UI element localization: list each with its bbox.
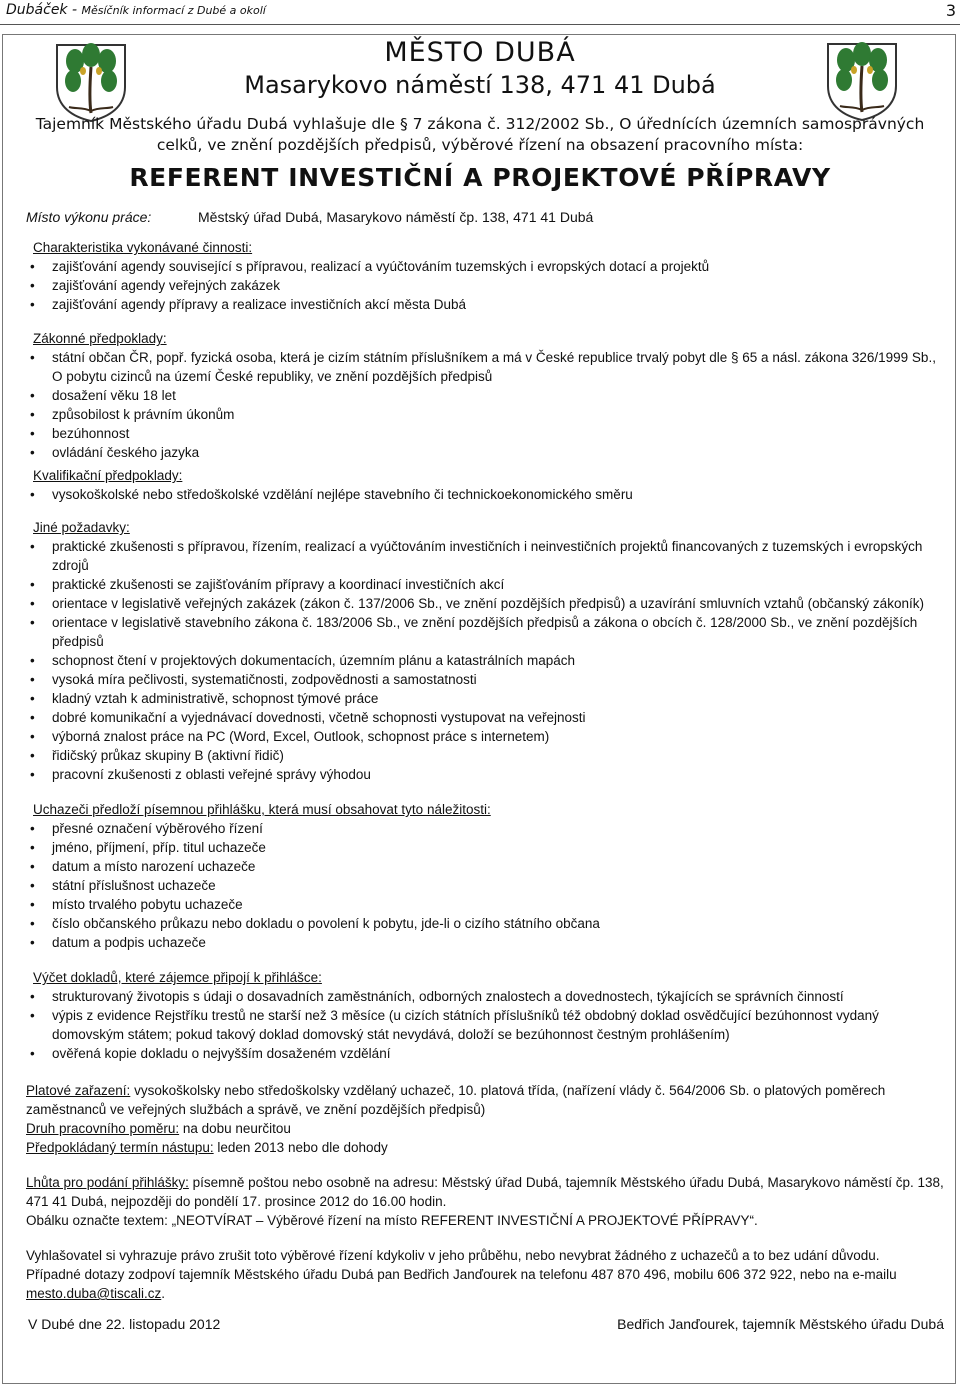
- salary-text: vysokoškolsky nebo středoškolsky vzdělaný uchazeč, 10. platová třída, (nařízení vlády č. 564/2006 Sb. o platových poměrech zaměstnanců ve veřejných službách a správě, ve znění pozdějších předpisů): [26, 1083, 886, 1117]
- list-item: • datum a podpis uchazeče: [52, 933, 944, 952]
- legal-list: [24, 348, 944, 462]
- list-item: • místo trvalého pobytu uchazeče: [52, 895, 944, 914]
- town-name: MĚSTO DUBÁ: [384, 37, 576, 68]
- list-item: • bezúhonnost: [52, 424, 944, 443]
- list-item: • orientace v legislativě stavebního zákona č. 183/2006 Sb., ve znění pozdějších předpisů a zákona o obcích č. 128/2000 Sb., ve znění pozdějších předpisů: [52, 613, 944, 651]
- characteristics-list: [24, 257, 944, 314]
- workplace-label: Místo výkonu práce:: [26, 209, 152, 225]
- employment-type-label: Druh pracovního poměru:: [26, 1121, 180, 1136]
- intro-line: Tajemník Městského úřadu Dubá vyhlašuje dle § 7 zákona č. 312/2002 Sb., O úřednících územních samosprávných: [35, 115, 925, 133]
- list-item: • vysokoškolské nebo středoškolské vzdělání nejlépe stavebního či technickoekonomického směru: [52, 485, 944, 504]
- envelope-instruction: Obálku označte textem: „NEOTVÍRAT – Výběrové řízení na místo REFERENT INVESTIČNÍ A PROJEKTOVÉ PŘÍPRAVY“.: [26, 1213, 758, 1228]
- contact-text: Případné dotazy zodpoví tajemník Městského úřadu Dubá pan Bedřich Janďourek na telefonu 487 870 496, mobilu 606 372 922, nebo na e-mailu: [26, 1267, 897, 1282]
- list-item: • řidičský průkaz skupiny B (aktivní řidič): [52, 746, 944, 765]
- list-item: • dobré komunikační a vyjednávací dovednosti, včetně schopnosti vystupovat na veřejnosti: [52, 708, 944, 727]
- deadline-paragraph: [24, 1173, 944, 1211]
- intro-line: celků, ve znění pozdějších předpisů, výběrové řízení na obsazení pracovního místa:: [156, 136, 804, 154]
- list-item: • ověřená kopie dokladu o nejvyšším dosaženém vzdělání: [52, 1044, 944, 1063]
- section-title: Uchazeči předloží písemnou přihlášku, která musí obsahovat tyto náležitosti:: [33, 802, 491, 817]
- list-item: • zajišťování agendy přípravy a realizace investičních akcí města Dubá: [52, 295, 944, 314]
- list-item: • zajišťování agendy veřejných zakázek: [52, 276, 944, 295]
- publication-title: [6, 2, 266, 18]
- publication-subtitle: Měsíčník informací z Dubé a okolí: [81, 4, 266, 17]
- list-item: • jméno, příjmení, příp. titul uchazeče: [52, 838, 944, 857]
- list-item: • vysoká míra pečlivosti, systematičnosti, zodpovědnosti a samostatnosti: [52, 670, 944, 689]
- workplace: [24, 206, 944, 228]
- position-title: REFERENT INVESTIČNÍ A PROJEKTOVÉ PŘÍPRAVY: [129, 163, 831, 192]
- list-item: • datum a místo narození uchazeče: [52, 857, 944, 876]
- intro-text: [10, 114, 950, 156]
- workplace-value: Městský úřad Dubá, Masarykovo náměstí čp. 138, 471 41 Dubá: [198, 209, 594, 225]
- list-item: • kladný vztah k administrativě, schopnost týmové práce: [52, 689, 944, 708]
- start-date: [24, 1138, 944, 1157]
- list-item: • praktické zkušenosti s přípravou, řízením, realizací a vyúčtováním investičních i neinvestičních projektů financovaných z tuzemských i evropských zdrojů: [52, 537, 944, 575]
- list-item: • výborná znalost práce na PC (Word, Excel, Outlook, schopnost práce s internetem): [52, 727, 944, 746]
- list-item: • státní příslušnost uchazeče: [52, 876, 944, 895]
- signature-row: [24, 1315, 944, 1335]
- list-item: • orientace v legislativě veřejných zakázek (zákon č. 137/2006 Sb., ve znění pozdějších předpisů) a uzavírání smluvních vztahů (občanský zákoník): [52, 594, 944, 613]
- start-date-label: Předpokládaný termín nástupu:: [26, 1140, 214, 1155]
- list-item: • přesné označení výběrového řízení: [52, 819, 944, 838]
- list-item: • zajišťování agendy související s přípravou, realizací a vyúčtováním tuzemských i evropských dotací a projektů: [52, 257, 944, 276]
- salary-paragraph: [24, 1081, 944, 1119]
- section-title: Charakteristika vykonávané činnosti:: [33, 240, 253, 255]
- email-link[interactable]: mesto.duba@tiscali.cz: [26, 1286, 162, 1301]
- signature: Bedřich Janďourek, tajemník Městského úřadu Dubá: [617, 1316, 944, 1332]
- list-item: • výpis z evidence Rejstříku trestů ne starší než 3 měsíce (u cizích státních příslušníků též obdobný doklad osvědčující bezúhonnost vydaný domovským státem; pokud takový doklad domovský stát nevydává, doloží se bezúhonnost čestným prohlášením): [52, 1006, 944, 1044]
- other-requirements-list: [24, 537, 944, 784]
- deadline-text: písemně poštou nebo osobně na adresu: Městský úřad Dubá, tajemník Městského úřadu Dubá, Masarykovo náměstí čp. 138, 471 41 Dubá, nejpozději do pondělí 17. prosince 2012 do 16.00 hodin.: [26, 1175, 944, 1209]
- section-title: Výčet dokladů, které zájemce připojí k přihlášce:: [33, 970, 322, 985]
- salary-label: Platové zařazení:: [26, 1083, 131, 1098]
- deadline-label: Lhůta pro podání přihlášky:: [26, 1175, 189, 1190]
- employment-type: [24, 1119, 944, 1138]
- town-address: Masarykovo náměstí 138, 471 41 Dubá: [244, 71, 716, 99]
- contact-end: .: [161, 1286, 166, 1301]
- running-header: [0, 0, 960, 25]
- publication-name: Dubáček -: [6, 2, 82, 18]
- list-item: • státní občan ČR, popř. fyzická osoba, která je cizím státním příslušníkem a má v České republice trvalý pobyt dle § 65 a násl. zákona 326/1999 Sb., O pobytu cizinců na území České republiky, ve znění pozdějších předpisů: [52, 348, 944, 386]
- issue-date: V Dubé dne 22. listopadu 2012: [28, 1316, 221, 1332]
- list-item: • pracovní zkušenosti z oblasti veřejné správy výhodou: [52, 765, 944, 784]
- qualification-list: [24, 485, 944, 504]
- list-item: • dosažení věku 18 let: [52, 386, 944, 405]
- section-title: Kvalifikační předpoklady:: [33, 468, 183, 483]
- list-item: • schopnost čtení v projektových dokumentacích, územním plánu a katastrálních mapách: [52, 651, 944, 670]
- list-item: • ovládání českého jazyka: [52, 443, 944, 462]
- section-title: Zákonné předpoklady:: [33, 331, 167, 346]
- employment-type-text: na dobu neurčitou: [179, 1121, 291, 1136]
- section-title: Jiné požadavky:: [33, 520, 130, 535]
- list-item: • praktické zkušenosti se zajišťováním přípravy a koordinací investičních akcí: [52, 575, 944, 594]
- list-item: • strukturovaný životopis s údaji o dosavadních zaměstnáních, odborných znalostech a dovednostech, týkajících se správních činností: [52, 987, 944, 1006]
- documents-list: [24, 987, 944, 1063]
- application-contents-list: [24, 819, 944, 952]
- list-item: • způsobilost k právním úkonům: [52, 405, 944, 424]
- reservation-text: Vyhlašovatel si vyhrazuje právo zrušit toto výběrové řízení kdykoliv v jeho průběhu, nebo nevybrat žádného z uchazečů a to bez udání důvodu.: [26, 1248, 880, 1263]
- list-item: • číslo občanského průkazu nebo dokladu o povolení k pobytu, jde-li o cizího státního občana: [52, 914, 944, 933]
- start-date-text: leden 2013 nebo dle dohody: [213, 1140, 388, 1155]
- contact-paragraph: [24, 1265, 944, 1303]
- notice-body: [24, 206, 944, 1335]
- page-number: 3: [945, 1, 956, 20]
